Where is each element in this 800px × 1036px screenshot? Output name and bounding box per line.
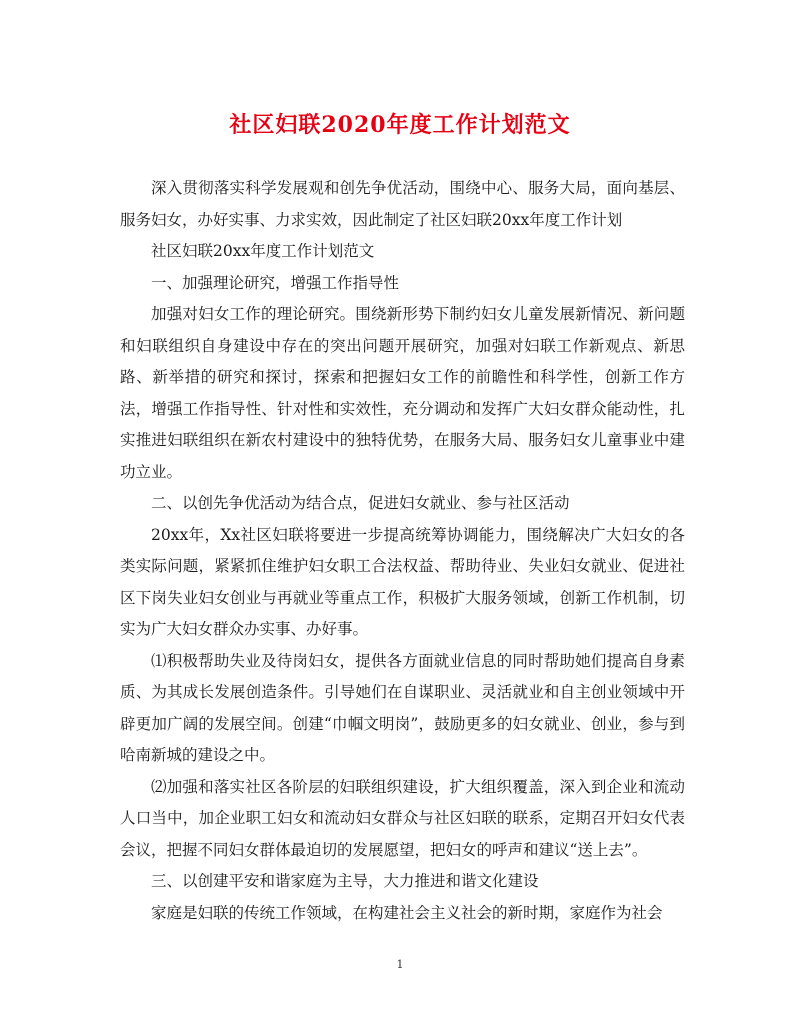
paragraph-section-2: 20xx年，Xx社区妇联将要进一步提高统筹协调能力，围绕解决广大妇女的各类实际问题，紧紧抓住维护妇女职工合法权益、帮助待业、失业妇女就业、促进社区下岗失业妇女创业与再就业等重点工作，积极扩大服务领域，创新工作机制，切实为广大妇女群众办实事、办好事。	[120, 525, 685, 638]
paragraph-item-1: ⑴积极帮助失业及待岗妇女，提供各方面就业信息的同时帮助她们提高自身素质、为其成长发展创造条件。引导她们在自谋职业、灵活就业和自主创业领域中开辟更加广阔的发展空间。创建“巾帼文明岗”，鼓励更多的妇女就业、创业，参与到哈南新城的建设之中。	[120, 651, 685, 764]
paragraph-section-3: 家庭是妇联的传统工作领域，在构建社会主义社会的新时期，家庭作为社会	[151, 903, 663, 922]
document-body	[120, 173, 685, 929]
section-heading-3: 三、以创建平安和谐家庭为主导，大力推进和谐文化建设	[151, 872, 539, 890]
section-heading-1: 一、加强理论研究，增强工作指导性	[151, 273, 400, 292]
document-title: 社区妇联2020年度工作计划范文	[229, 112, 571, 138]
paragraph-intro: 深入贯彻落实科学发展观和创先争优活动，围绕中心、服务大局，面向基层、服务妇女，办好实事、力求实效，因此制定了社区妇联20xx年度工作计划	[120, 179, 685, 229]
paragraph-item-2: ⑵加强和落实社区各阶层的妇联组织建设，扩大组织覆盖，深入到企业和流动人口当中，加企业职工妇女和流动妇女群众与社区妇联的联系，定期召开妇女代表会议，把握不同妇女群体最迫切的发展愿望，把妇女的呼声和建议“送上去”。	[120, 777, 685, 859]
section-heading-2: 二、以创先争优活动为结合点，促进妇女就业、参与社区活动	[151, 494, 570, 512]
paragraph-section-1: 加强对妇女工作的理论研究。围绕新形势下制约妇女儿童发展新情况、新问题和妇联组织自身建设中存在的突出问题开展研究，加强对妇联工作新观点、新思路、新举措的研究和探讨，探索和把握妇女工作的前瞻性和科学性，创新工作方法，增强工作指导性、针对性和实效性，充分调动和发挥广大妇女群众能动性，扎实推进妇联组织在新农村建设中的独特优势，在服务大局、服务妇女儿童事业中建功立业。	[120, 305, 685, 481]
paragraph-subtitle: 社区妇联20xx年度工作计划范文	[151, 242, 375, 260]
page-number: 1	[396, 958, 404, 971]
